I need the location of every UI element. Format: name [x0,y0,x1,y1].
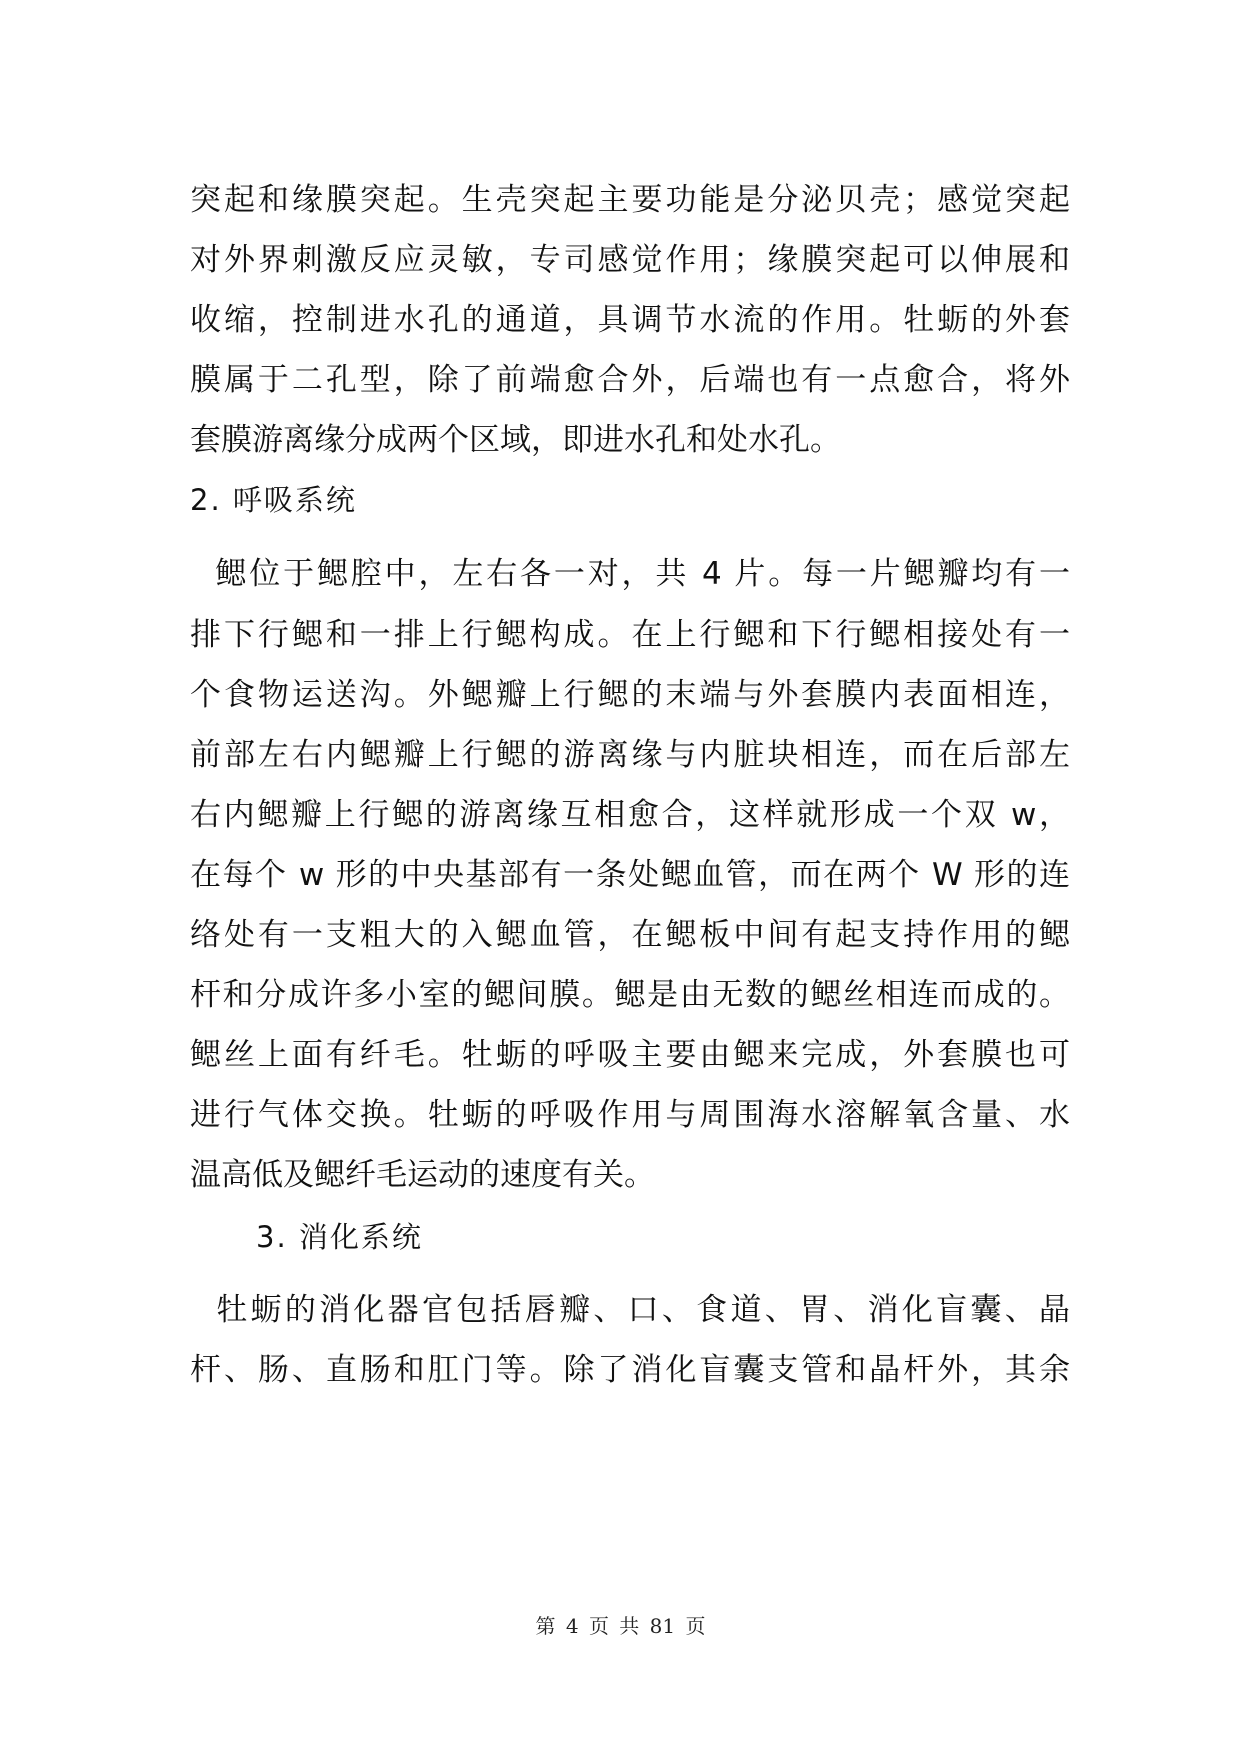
paragraph-1-line-3: 收缩，控制进水孔的通道，具调节水流的作用。牡蛎的外套 [190,302,1070,338]
section-heading-respiratory: 2. 呼吸系统 [190,483,357,517]
paragraph-1-line-5: 套膜游离缘分成两个区域，即进水孔和处水孔。 [190,422,841,458]
paragraph-3-line-1: 牡蛎的消化器官包括唇瓣、口、食道、胃、消化盲囊、晶 [190,1292,1070,1328]
paragraph-2-line-11: 温高低及鳃纤毛运动的速度有关。 [190,1157,655,1193]
paragraph-2-line-3: 个食物运送沟。外鳃瓣上行鳃的末端与外套膜内表面相连， [190,677,1070,713]
paragraph-2-line-10: 进行气体交换。牡蛎的呼吸作用与周围海水溶解氧含量、水 [190,1097,1070,1133]
paragraph-2-line-1: 鳃位于鳃腔中，左右各一对，共 4 片。每一片鳃瓣均有一 [190,556,1070,592]
paragraph-2-line-4: 前部左右内鳃瓣上行鳃的游离缘与内脏块相连，而在后部左 [190,737,1070,773]
paragraph-3-line-2: 杆、肠、直肠和肛门等。除了消化盲囊支管和晶杆外，其余 [190,1352,1070,1388]
page-number-footer: 第 4 页 共 81 页 [535,1614,706,1638]
paragraph-1-line-2: 对外界刺激反应灵敏，专司感觉作用；缘膜突起可以伸展和 [190,242,1070,278]
paragraph-2-line-9: 鳃丝上面有纤毛。牡蛎的呼吸主要由鳃来完成，外套膜也可 [190,1037,1070,1073]
paragraph-2-line-7: 络处有一支粗大的入鳃血管，在鳃板中间有起支持作用的鳃 [190,917,1070,953]
paragraph-2-line-6: 在每个 w 形的中央基部有一条处鳃血管，而在两个 W 形的连 [190,857,1070,893]
paragraph-1-line-1: 突起和缘膜突起。生壳突起主要功能是分泌贝壳；感觉突起 [190,182,1070,218]
paragraph-2-line-5: 右内鳃瓣上行鳃的游离缘互相愈合，这样就形成一个双 w， [190,797,1070,833]
paragraph-1-line-4: 膜属于二孔型，除了前端愈合外，后端也有一点愈合，将外 [190,362,1070,398]
section-heading-digestive: 3. 消化系统 [256,1220,423,1254]
paragraph-2-line-8: 杆和分成许多小室的鳃间膜。鳃是由无数的鳃丝相连而成的。 [190,977,1070,1013]
paragraph-2-line-2: 排下行鳃和一排上行鳃构成。在上行鳃和下行鳃相接处有一 [190,617,1070,653]
